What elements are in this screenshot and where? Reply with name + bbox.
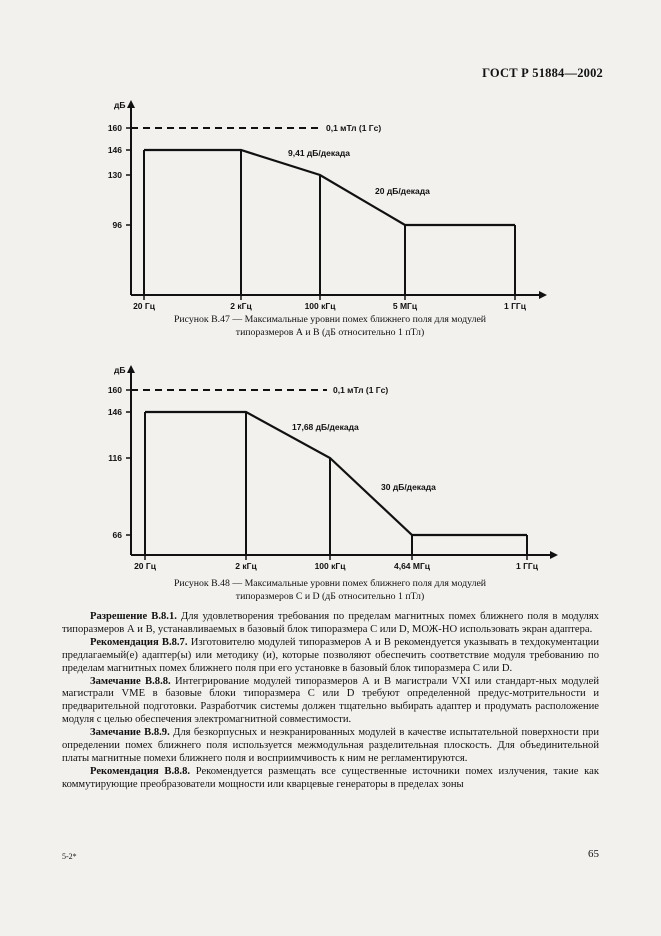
limit-curve <box>144 150 515 225</box>
paragraph-text: Для безкорпусных и неэкранированных модулей в качестве испытательной поверхности при определении помех ближнего поля используется межмодульная разделительная плоскость. Для объединительной платы магнитные помехи ближнего поля и восприимчивость к ним не регламентируются. <box>62 727 599 764</box>
paragraph-lead: Замечание В.8.9. <box>90 727 170 739</box>
footer-mark: 5-2* <box>62 852 77 861</box>
y-axis-label: дБ <box>114 365 126 375</box>
x-tick-label: 2 кГц <box>235 561 257 571</box>
y-tick-label: 146 <box>107 145 122 155</box>
reference-label: 0,1 мТл (1 Гс) <box>333 385 389 395</box>
paragraph <box>62 637 599 676</box>
slope-label: 20 дБ/декада <box>375 186 430 196</box>
paragraph <box>62 676 599 728</box>
slope-label: 30 дБ/декада <box>381 482 436 492</box>
y-tick-label: 130 <box>107 170 122 180</box>
y-tick-label: 160 <box>107 123 122 133</box>
chart-figure-b47 <box>0 90 661 310</box>
y-tick-label: 116 <box>108 453 122 463</box>
x-tick-label: 100 кГц <box>314 561 346 571</box>
x-axis-arrow-icon <box>550 551 558 559</box>
figure-b48-caption <box>100 577 560 603</box>
body-text <box>62 611 599 792</box>
x-tick-label: 4,64 МГц <box>393 561 431 571</box>
slope-label: 9,41 дБ/декада <box>288 148 350 158</box>
chart-axes <box>108 365 558 571</box>
paragraph <box>62 727 599 766</box>
y-axis-arrow-icon <box>127 365 135 373</box>
y-tick-label: 160 <box>107 385 122 395</box>
paragraph <box>62 766 599 792</box>
figure-caption-line: Рисунок В.48 — Максимальные уровни помех ближнего поля для модулей <box>173 578 487 589</box>
figure-caption-line: типоразмеров А и В (дБ относительно 1 пТл) <box>235 327 425 338</box>
paragraph-lead: Рекомендация В.8.8. <box>90 765 191 777</box>
paragraph-text: Рекомендуется размещать все существенные источники помех излучения, такие как коммутирующие преобразователи мощности или кварцевые генераторы в пределах зоны <box>62 765 599 790</box>
figure-b47-caption <box>100 313 560 339</box>
y-tick-label: 66 <box>112 530 122 540</box>
x-tick-label: 1 ГГц <box>504 301 526 311</box>
y-tick-label: 96 <box>112 220 122 230</box>
y-axis-label: дБ <box>114 100 126 110</box>
chart-marks <box>131 385 527 555</box>
y-tick-label: 146 <box>107 407 122 417</box>
paragraph-text: Для удовлетворения требования по пределам магнитных помех ближнего поля в модулях типоразмеров А и В, устанавливаемых в базовый блок типоразмера С или D, МОЖ-НО использовать экран адаптера. <box>62 611 599 635</box>
x-tick-label: 100 кГц <box>304 301 336 311</box>
paragraph-text: Интегрирование модулей типоразмеров А и В магистрали VXI или стандарт-ных модулей магистрали VME в базовые блоки типоразмера С или D требуют определенной предус-мотрительности и предварительной подготовки. Разработчик системы должен тщательно выбирать адаптер и продумать расположение модуля с целью обеспечения электромагнитной совместимости. <box>62 675 599 726</box>
paragraph <box>62 611 599 637</box>
paragraph-lead: Разрешение В.8.1. <box>90 611 177 622</box>
y-axis-arrow-icon <box>127 100 135 108</box>
paragraph-text: Изготовителю модулей типоразмеров А и В рекомендуется указывать в техдокументации предлагаемый(е) адаптер(ы) или методику (и), которые позволяют обеспечить соответствие модуля требованию по пределам магнитных помех ближнего поля при его установке в базовый блок типоразмера С или D. <box>62 636 599 674</box>
x-tick-label: 1 ГГц <box>516 561 538 571</box>
slope-label: 17,68 дБ/декада <box>292 422 359 432</box>
paragraph-lead: Замечание В.8.8. <box>90 675 171 687</box>
x-tick-label: 5 МГц <box>392 301 418 311</box>
figure-caption-line: типоразмеров С и D (дБ относительно 1 пТл) <box>235 591 425 602</box>
x-tick-label: 20 Гц <box>134 561 156 571</box>
x-axis-arrow-icon <box>539 291 547 299</box>
chart-figure-b48 <box>0 355 661 575</box>
standard-number: ГОСТ Р 51884—2002 <box>482 66 603 80</box>
x-tick-label: 20 Гц <box>133 301 155 311</box>
chart-marks <box>131 123 515 295</box>
figure-caption-line: Рисунок В.47 — Максимальные уровни помех ближнего поля для модулей <box>173 314 487 325</box>
page-number: 65 <box>588 848 599 860</box>
x-tick-label: 2 кГц <box>230 301 252 311</box>
reference-label: 0,1 мТл (1 Гс) <box>326 123 382 133</box>
paragraph-lead: Рекомендация В.8.7. <box>90 636 188 648</box>
